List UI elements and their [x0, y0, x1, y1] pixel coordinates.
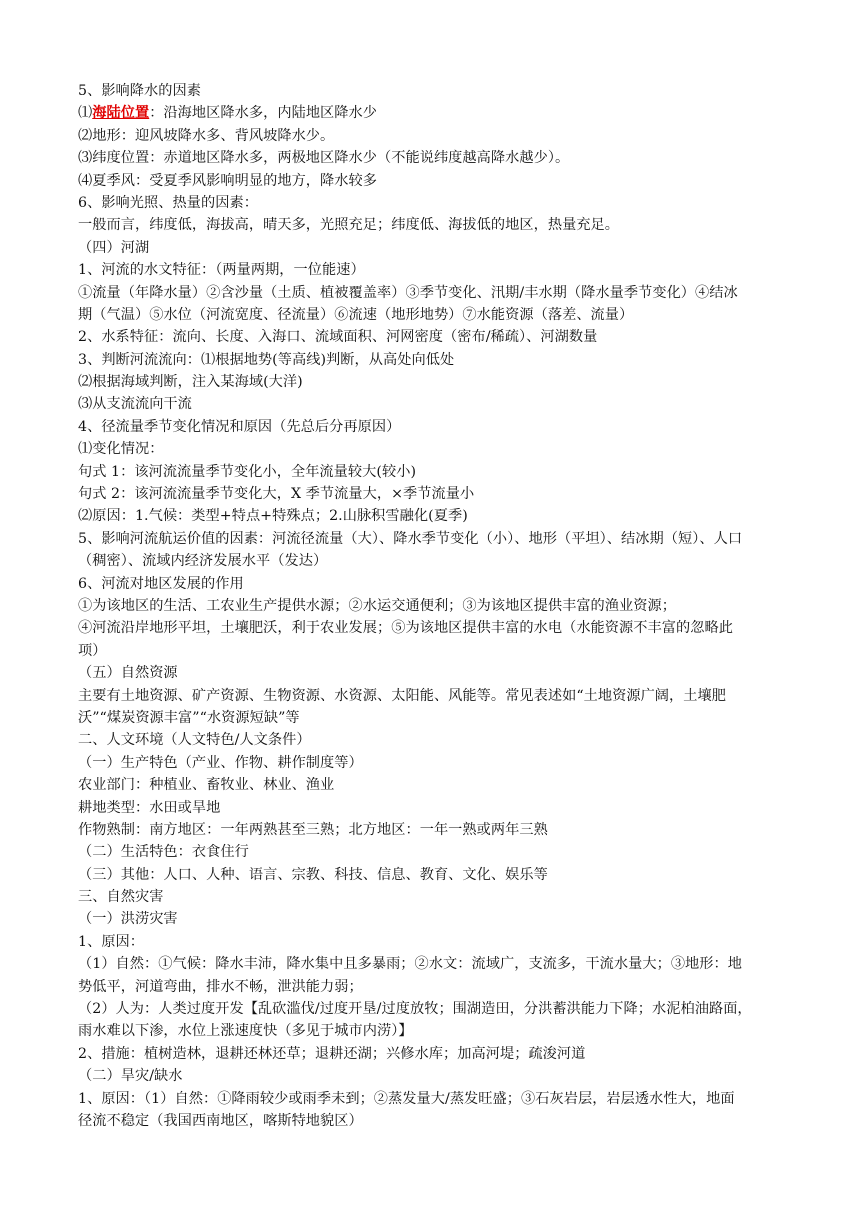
text-line: ⑶纬度位置：赤道地区降水多，两极地区降水少（不能说纬度越高降水越少）。	[78, 150, 570, 167]
text-line: 5、影响降水的因素	[78, 83, 201, 99]
text-line: ⑴变化情况：	[78, 441, 164, 458]
text-line: 2、措施：植树造林，退耕还林还草；退耕还湖；兴修水库；加高河堤；疏浚河道	[78, 1045, 586, 1062]
text-line: 5、影响河流航运价值的因素：河流径流量（大）、降水季节变化（小）、地形（平坦）、结冰期（短）、人口	[78, 530, 743, 547]
text-line: ①流量（年降水量）②含沙量（土质、植被覆盖率）③季节变化、汛期/丰水期（降水量季节变化）④结冰	[78, 284, 738, 301]
highlighted-term: 海陆位置	[92, 105, 150, 122]
text-line: 1、河流的水文特征：（两量两期，一位能速）	[78, 262, 365, 279]
text-line: 句式 1：该河流流量季节变化小，全年流量较大(较小)	[78, 463, 417, 480]
text-line: 1、原因：（1）自然：①降雨较少或雨季未到；②蒸发量大/蒸发旺盛；③石灰岩层，岩层透水性大，地面	[78, 1090, 735, 1107]
text-line: 雨水难以下渗，水位上涨速度快（多见于城市内涝）】	[78, 1023, 413, 1040]
text-line	[78, 102, 788, 124]
text-span: ⑴	[78, 105, 93, 122]
text-line: ⑶从支流流向干流	[78, 396, 192, 413]
section-heading: （五）自然资源	[78, 665, 178, 682]
text-line: 句式 2：该河流流量季节变化大，X 季节流量大，×季节流量小	[78, 486, 475, 503]
text-span: ：沿海地区降水多，内陆地区降水少	[149, 105, 378, 122]
section-heading: （一）生产特色（产业、作物、耕作制度等）	[78, 754, 363, 771]
text-line: 3、判断河流流向：⑴根据地势(等高线)判断，从高处向低处	[78, 351, 455, 368]
section-heading: （二）生活特色：衣食住行	[78, 844, 249, 861]
text-line: （稠密）、流域内经济发展水平（发达）	[78, 553, 328, 570]
text-line: 期（气温）⑤水位（河流宽度、径流量）⑥流速（地形地势）⑦水能资源（落差、流量）	[78, 306, 634, 323]
text-line: ⑵原因：1.气候：类型+特点+特殊点；2.山脉积雪融化(夏季)	[78, 508, 468, 525]
text-line: ⑷夏季风：受夏季风影响明显的地方，降水较多	[78, 172, 377, 189]
text-line: 主要有土地资源、矿产资源、生物资源、水资源、太阳能、风能等。常见表述如“土地资源广阔，土壤肥	[78, 687, 726, 704]
section-heading: （四）河湖	[78, 239, 150, 256]
section-heading: 二、人文环境（人文特色/人文条件）	[78, 732, 311, 749]
text-line: 农业部门：种植业、畜牧业、林业、渔业	[78, 777, 335, 794]
text-line: ④河流沿岸地形平坦，土壤肥沃，利于农业发展；⑤为该地区提供丰富的水电（水能资源不丰富的忽略此	[78, 620, 733, 637]
text-line: 势低平，河道弯曲，排水不畅，泄洪能力弱；	[78, 978, 363, 995]
section-heading: （二）旱灾/缺水	[78, 1068, 183, 1085]
text-line: 6、影响光照、热量的因素：	[78, 194, 258, 211]
text-line: 项）	[78, 642, 107, 659]
text-line: 作物熟制：南方地区：一年两熟甚至三熟；北方地区：一年一熟或两年三熟	[78, 821, 548, 838]
text-line: 沃”“煤炭资源丰富”“水资源短缺”等	[78, 709, 300, 726]
document-page	[78, 80, 788, 1132]
text-line: 2、水系特征：流向、长度、入海口、流域面积、河网密度（密布/稀疏）、河湖数量	[78, 329, 598, 346]
text-line: ⑵地形：迎风坡降水多、背风坡降水少。	[78, 127, 335, 144]
text-line: 径流不稳定（我国西南地区，喀斯特地貌区）	[78, 1112, 363, 1129]
text-line: 6、河流对地区发展的作用	[78, 575, 244, 592]
text-line: 4、径流量季节变化情况和原因（先总后分再原因）	[78, 418, 401, 435]
text-line: ①为该地区的生活、工农业生产提供水源；②水运交通便利；③为该地区提供丰富的渔业资源；	[78, 597, 676, 614]
text-line: 一般而言，纬度低，海拔高，晴天多，光照充足；纬度低、海拔低的地区，热量充足。	[78, 217, 620, 234]
text-line: （2）人为：人类过度开发【乱砍滥伐/过度开垦/过度放牧；围湖造田，分洪蓄洪能力下降；水泥柏油路面，	[78, 1001, 752, 1018]
text-line: （1）自然：①气候：降水丰沛，降水集中且多暴雨；②水文：流域广，支流多，干流水量大；③地形：地	[78, 956, 743, 973]
text-line: ⑵根据海域判断，注入某海域(大洋)	[78, 374, 303, 391]
section-heading: 三、自然灾害	[78, 889, 164, 906]
text-line: 耕地类型：水田或旱地	[78, 799, 221, 816]
section-heading: （一）洪涝灾害	[78, 911, 178, 928]
section-heading: （三）其他：人口、人种、语言、宗教、科技、信息、教育、文化、娱乐等	[78, 866, 548, 883]
text-line: 1、原因：	[78, 933, 145, 950]
